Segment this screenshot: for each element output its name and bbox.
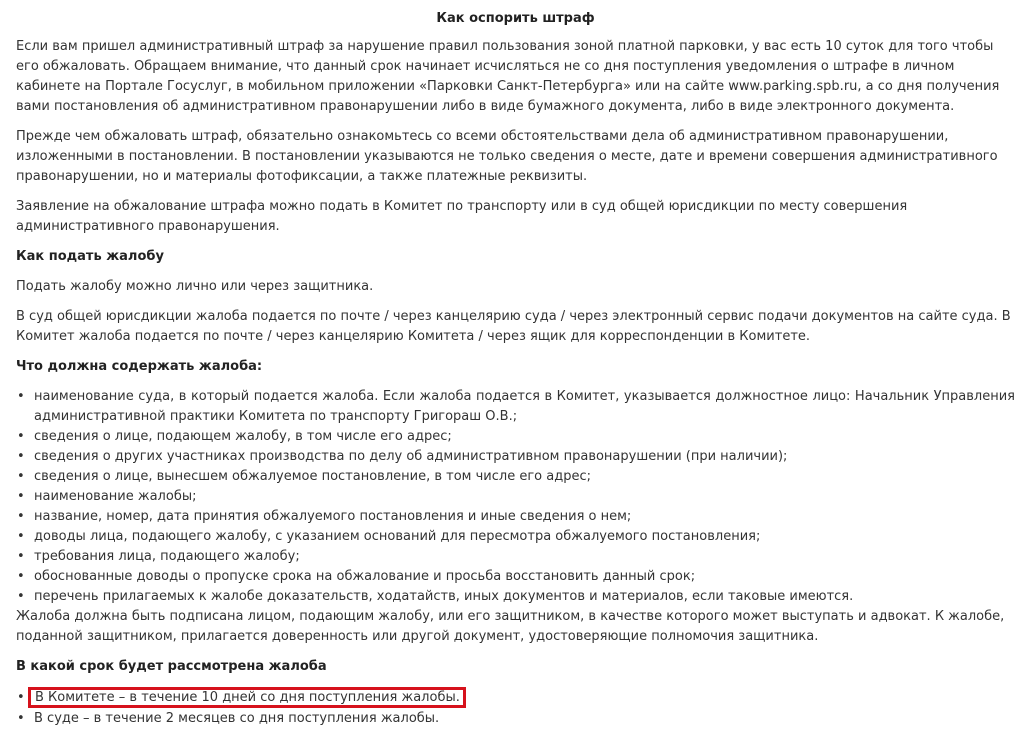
how-to-file-paragraph-1: Подать жалобу можно лично или через защитника. xyxy=(16,279,374,294)
list-item: • доводы лица, подающего жалобу, с указанием оснований для пересмотра обжалуемого постановления; xyxy=(16,527,1015,547)
list-item: • перечень прилагаемых к жалобе доказательств, ходатайств, иных документов и материалов, если таковые имеются. xyxy=(16,587,1015,607)
list-item: • обоснованные доводы о пропуске срока на обжалование и просьба восстановить данный срок; xyxy=(16,567,1015,587)
timing-list xyxy=(16,687,1015,729)
signature-requirement-paragraph: Жалоба должна быть подписана лицом, подающим жалобу, или его защитником, в качестве которого может выступать и адвокат. К жалобе, поданной защитником, прилагается доверенность или другой документ, удостоверяющие полномочия защитника. xyxy=(16,609,1005,644)
how-to-file-paragraph-2: В суд общей юрисдикции жалоба подается по почте / через канцелярию суда / через электронный сервис подачи документов на сайте суда. В Комитет жалоба подается по почте / через канцелярию Комитета / через ящик для корреспонденции в Комитете. xyxy=(16,309,1011,344)
list-item: • сведения о лице, подающем жалобу, в том числе его адрес; xyxy=(16,427,1015,447)
list-item: • наименование жалобы; xyxy=(16,487,1015,507)
article xyxy=(0,10,1033,746)
page-title: Как оспорить штраф xyxy=(436,11,595,26)
intro-paragraph-2: Прежде чем обжаловать штраф, обязательно ознакомьтесь со всеми обстоятельствами дела об административном правонарушении, изложенными в постановлении. В постановлении указываются не только сведения о месте, дате и времени совершения административного правонарушении, но и материалы фотофиксации, а также платежные реквизиты. xyxy=(16,129,998,184)
intro-paragraph-3: Заявление на обжалование штрафа можно подать в Комитет по транспорту или в суд общей юрисдикции по месту совершения административного правонарушения. xyxy=(16,199,908,234)
timing-item-court: • В суде – в течение 2 месяцев со дня поступления жалобы. xyxy=(16,708,1015,729)
list-item: • сведения о лице, вынесшем обжалуемое постановление, в том числе его адрес; xyxy=(16,467,1015,487)
contents-heading: Что должна содержать жалоба: xyxy=(16,359,263,374)
highlighted-text: В Комитете – в течение 10 дней со дня поступления жалобы. xyxy=(28,687,466,708)
contents-list xyxy=(16,387,1015,607)
list-item: • требования лица, подающего жалобу; xyxy=(16,547,1015,567)
how-to-file-heading: Как подать жалобу xyxy=(16,249,164,264)
intro-paragraph-1: Если вам пришел административный штраф за нарушение правил пользования зоной платной парковки, у вас есть 10 суток для того чтобы его обжаловать. Обращаем внимание, что данный срок начинает исчисляться не со дня поступления уведомления о штрафе в личном кабинете на Портале Госуслуг, в мобильном приложении «Парковки Санкт-Петербурга» или на сайте www.parking.spb.ru, а со дня получения вами постановления об административном правонарушении либо в виде бумажного документа, либо в виде электронного документа. xyxy=(16,39,1000,114)
list-item: • название, номер, дата принятия обжалуемого постановления и иные сведения о нем; xyxy=(16,507,1015,527)
timing-heading: В какой срок будет рассмотрена жалоба xyxy=(16,659,327,674)
list-item: • сведения о других участниках производства по делу об административном правонарушении (при наличии); xyxy=(16,447,1015,467)
list-item: • наименование суда, в который подается жалоба. Если жалоба подается в Комитет, указывается должностное лицо: Начальник Управления административной практики Комитета по транспорту Григораш О.В.; xyxy=(16,387,1015,427)
timing-item-committee xyxy=(16,687,1015,708)
